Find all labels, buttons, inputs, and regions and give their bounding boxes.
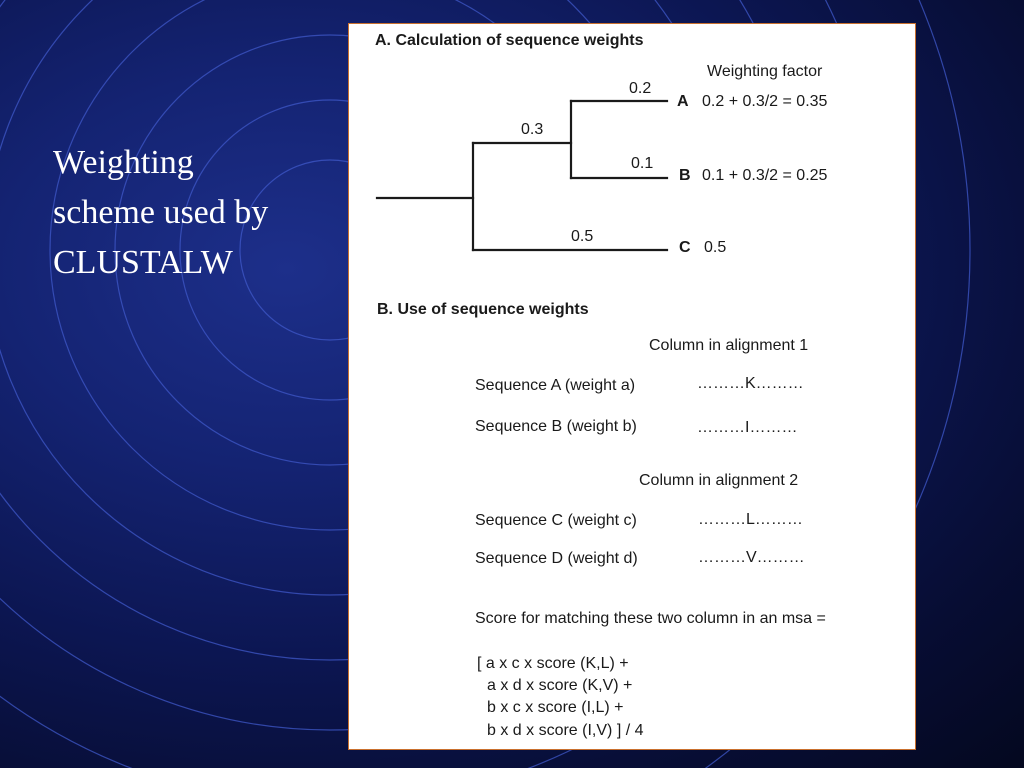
formula-line: b x d x score (I,V) ] / 4 xyxy=(487,722,644,739)
section-b-heading: B. Use of sequence weights xyxy=(377,301,589,318)
leaf-factor-a: 0.2 + 0.3/2 = 0.35 xyxy=(702,93,828,110)
sequence-a-column: ………K……… xyxy=(697,375,804,392)
formula-line: b x c x score (I,L) + xyxy=(487,699,624,716)
sequence-d-column: ………V……… xyxy=(698,549,805,566)
section-a-heading: A. Calculation of sequence weights xyxy=(375,32,644,49)
weighting-factor-heading: Weighting factor xyxy=(707,63,823,80)
score-intro: Score for matching these two column in an msa = xyxy=(475,610,826,627)
alignment2-heading: Column in alignment 2 xyxy=(639,472,799,489)
alignment1-heading: Column in alignment 1 xyxy=(649,337,809,354)
branch-length-inner: 0.3 xyxy=(521,121,544,138)
leaf-factor-b: 0.1 + 0.3/2 = 0.25 xyxy=(702,167,828,184)
leaf-label-c: C xyxy=(679,239,691,256)
sequence-c-column: ………L……… xyxy=(698,511,803,528)
formula-line: a x d x score (K,V) + xyxy=(487,677,633,694)
sequence-c-label: Sequence C (weight c) xyxy=(475,512,637,529)
slide-title-line: CLUSTALW xyxy=(53,244,233,281)
sequence-d-label: Sequence D (weight d) xyxy=(475,550,638,567)
branch-length-a: 0.2 xyxy=(629,80,652,97)
branch-length-c: 0.5 xyxy=(571,228,594,245)
slide-title-line: Weighting xyxy=(53,144,194,181)
leaf-label-a: A xyxy=(677,93,689,110)
leaf-label-b: B xyxy=(679,167,691,184)
formula-line: [ a x c x score (K,L) + xyxy=(477,655,629,672)
sequence-a-label: Sequence A (weight a) xyxy=(475,377,636,394)
branch-length-b: 0.1 xyxy=(631,155,654,172)
weighting-figure xyxy=(348,23,916,750)
slide-title xyxy=(53,138,333,288)
slide-title-line: scheme used by xyxy=(53,194,269,231)
sequence-b-label: Sequence B (weight b) xyxy=(475,418,637,435)
leaf-factor-c: 0.5 xyxy=(704,239,727,256)
sequence-b-column: ………I……… xyxy=(697,419,798,436)
